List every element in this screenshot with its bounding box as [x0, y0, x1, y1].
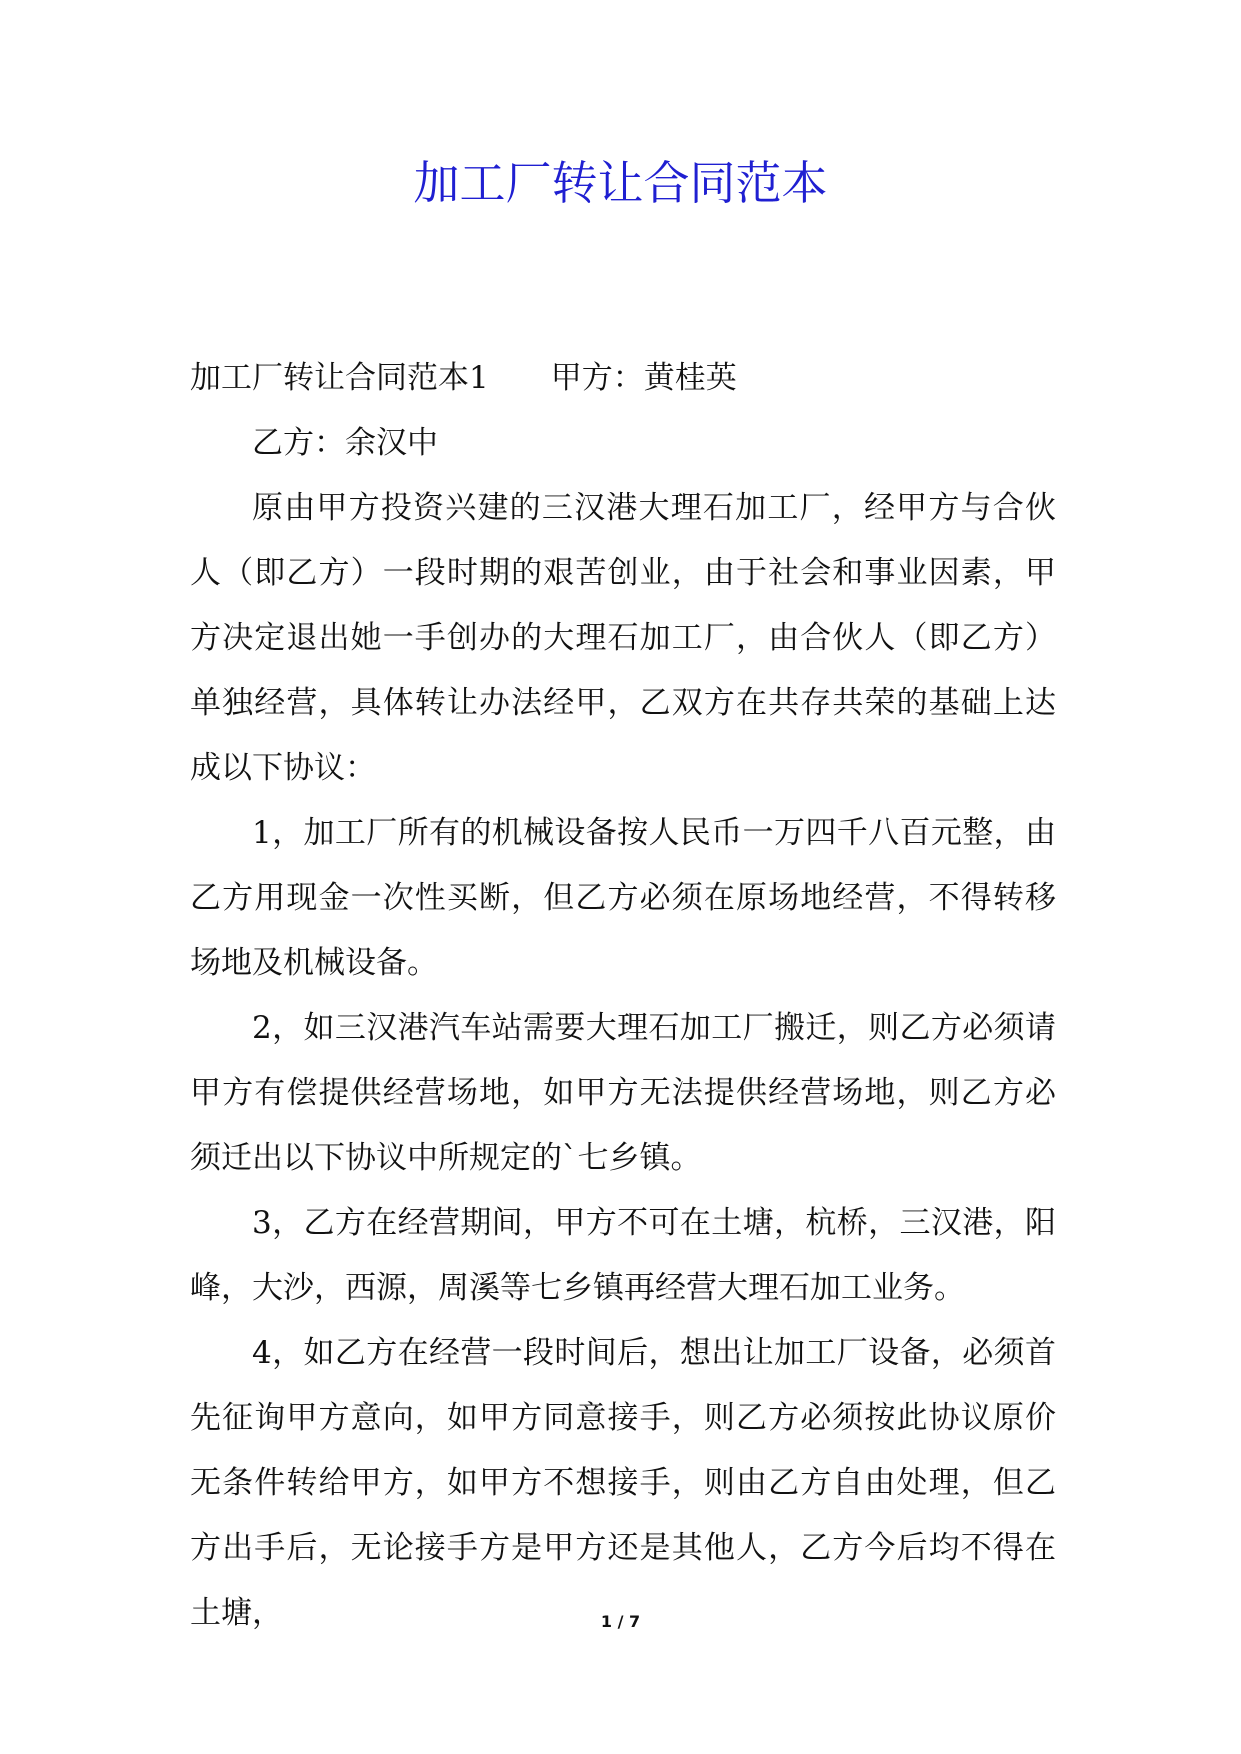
document-body: [190, 346, 1056, 1646]
clause-3: 3，乙方在经营期间，甲方不可在土塘，杭桥，三汉港，阳峰，大沙，西源，周溪等七乡镇再经营大理石加工业务。: [190, 1205, 1056, 1306]
intro-paragraph: 原由甲方投资兴建的三汉港大理石加工厂，经甲方与合伙人（即乙方）一段时期的艰苦创业，由于社会和事业因素，甲方决定退出她一手创办的大理石加工厂，由合伙人（即乙方）单独经营，具体转让办法经甲，乙双方在共存共荣的基础上达成以下协议：: [190, 490, 1056, 786]
page-number: 1 / 7: [600, 1612, 641, 1631]
clause-1: 1，加工厂所有的机械设备按人民币一万四千八百元整，由乙方用现金一次性买断，但乙方必须在原场地经营，不得转移场地及机械设备。: [190, 815, 1056, 981]
heading-line: [190, 346, 1056, 411]
clause-2: 2，如三汉港汽车站需要大理石加工厂搬迁，则乙方必须请甲方有偿提供经营场地，如甲方无法提供经营场地，则乙方必须迁出以下协议中所规定的`七乡镇。: [190, 1010, 1056, 1176]
contract-label: 加工厂转让合同范本1: [190, 360, 489, 396]
clause-4: 4，如乙方在经营一段时间后，想出让加工厂设备，必须首先征询甲方意向，如甲方同意接手，则乙方必须按此协议原价无条件转给甲方，如甲方不想接手，则由乙方自由处理，但乙方出手后，无论接手方是甲方还是其他人，乙方今后均不得在土塘，: [190, 1335, 1056, 1631]
party-b: 乙方：余汉中: [252, 425, 438, 461]
party-a: 甲方：黄桂英: [550, 360, 737, 396]
document-title: 加工厂转让合同范本: [413, 156, 828, 210]
